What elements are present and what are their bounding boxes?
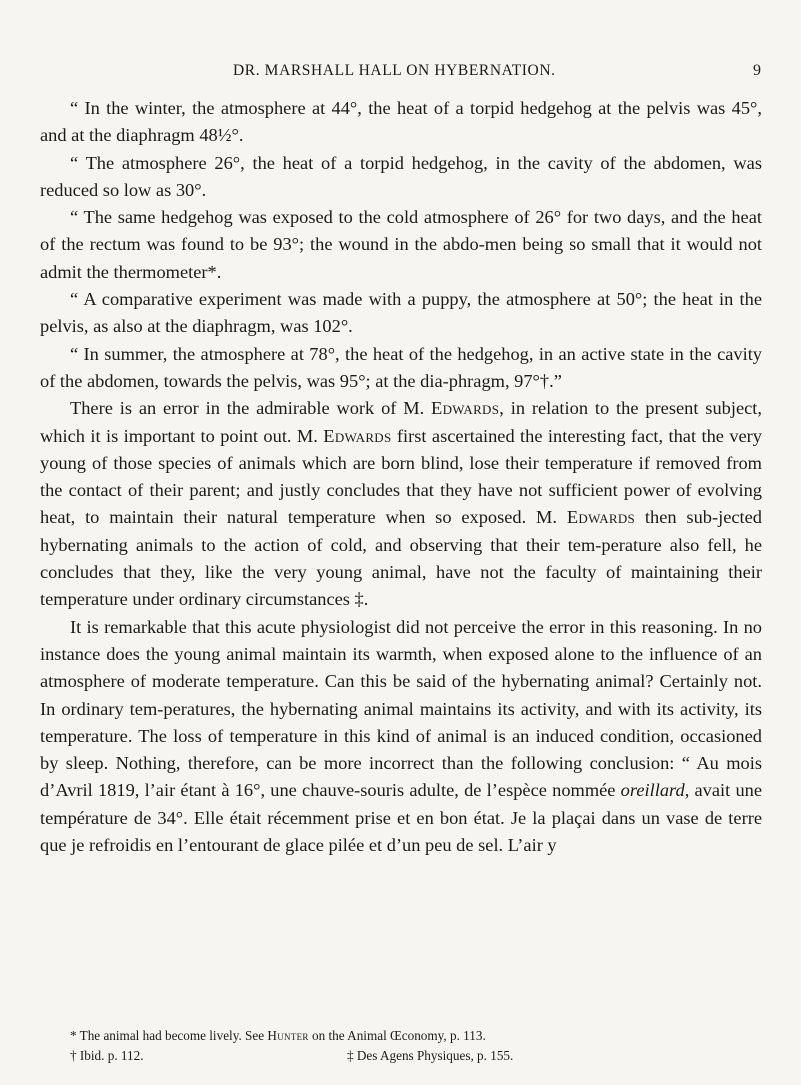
paragraph-puppy: “ A comparative experiment was made with a puppy, the atmosphere at 50°; the heat in the pelvis, as also at the diaphragm, was 102°. xyxy=(40,289,762,337)
running-head xyxy=(0,62,801,88)
edwards-text-3: first ascertained the interesting fact, that the very young of those species of animals which are born blind, lose their temperature if removed from the contact of their parent; and justly concludes that they have not sufficient power of evolving heat, to maintain their natural temperature when so exposed. M. xyxy=(40,425,763,528)
paragraph-rectum: “ The same hedgehog was exposed to the cold atmosphere of 26° for two days, and the heat of the rectum was found to be 93°; the wound in the abdo-men being so small that it would not admit the thermometer*. xyxy=(40,207,762,282)
edwards-text-1: There is an error in the admirable work of M. xyxy=(70,398,432,419)
italic-term-oreillard: oreillard xyxy=(620,780,685,801)
author-name-edwards: Edwards xyxy=(323,425,392,446)
paragraph-summer: “ In summer, the atmosphere at 78°, the heat of the hedgehog, in an active state in the cavity of the abdomen, towards the pelvis, was 95°; at the dia-phragm, 97°†.” xyxy=(40,343,762,391)
footnotes xyxy=(40,1026,762,1066)
paragraph-atmosphere-26: “ The atmosphere 26°, the heat of a torpid hedgehog, in the cavity of the abdomen, was reduced so low as 30°. xyxy=(40,152,762,200)
footnote-row-2 xyxy=(40,1046,762,1066)
footnote-double-dagger: ‡ Des Agens Physiques, p. 155. xyxy=(347,1048,514,1063)
remark-text-1: It is remarkable that this acute physiologist did not perceive the error in this reasoning. In no instance does the young animal maintain its warmth, when exposed alone to the influence of an atmosphere of moderate temperature. Can this be said of the hybernating animal? Certainly not. In ordinary tem-peratures, the hybernating animal maintains its activity, and with its activity, its temperature. The loss of temperature in this kind of animal is an induced condition, occasioned by sleep. Nothing, therefore, can be more incorrect than the following conclusion: “ Au mois d’Avril 1819, l’air étant à 16°, une chauve-souris adulte, de l’espèce nommée xyxy=(40,616,762,801)
edwards-text-4: then sub-jected hybernating animals to the action of cold, and observing that their tem-perature also fell, he concludes that they, like the very young animal, have not the faculty of maintaining their temperature under ordinary circumstances ‡. xyxy=(40,507,762,610)
page-number: 9 xyxy=(753,62,761,79)
footnote-star-text-b: on the Animal Œconomy, p. 113. xyxy=(308,1028,486,1043)
running-title: DR. MARSHALL HALL ON HYBERNATION. xyxy=(233,62,556,79)
footnote-star-text-a: * The animal had become lively. See xyxy=(70,1028,268,1043)
author-name-hunter: Hunter xyxy=(267,1028,309,1043)
footnote-star xyxy=(40,1026,762,1046)
paragraph-remark xyxy=(40,614,762,860)
remark-text-2: , avait une température de 34°. Elle était récemment prise et en bon état. Je la plaçai dans un vase de terre que je refroidis en l’entourant de glace pilée et d’un peu de sel. L’air y xyxy=(40,780,762,856)
paragraph-edwards xyxy=(40,395,762,613)
author-name-edwards: Edwards xyxy=(431,398,500,419)
footnote-dagger: † Ibid. p. 112. xyxy=(70,1048,144,1063)
edwards-text-2: , in relation to the present subject, which it is important to point out. M. xyxy=(40,398,762,446)
body-text xyxy=(40,95,762,859)
author-name-edwards: Edwards xyxy=(566,507,636,528)
paragraph-winter: “ In the winter, the atmosphere at 44°, the heat of a torpid hedgehog at the pelvis was 45°, and at the diaphragm 48½°. xyxy=(40,98,762,146)
